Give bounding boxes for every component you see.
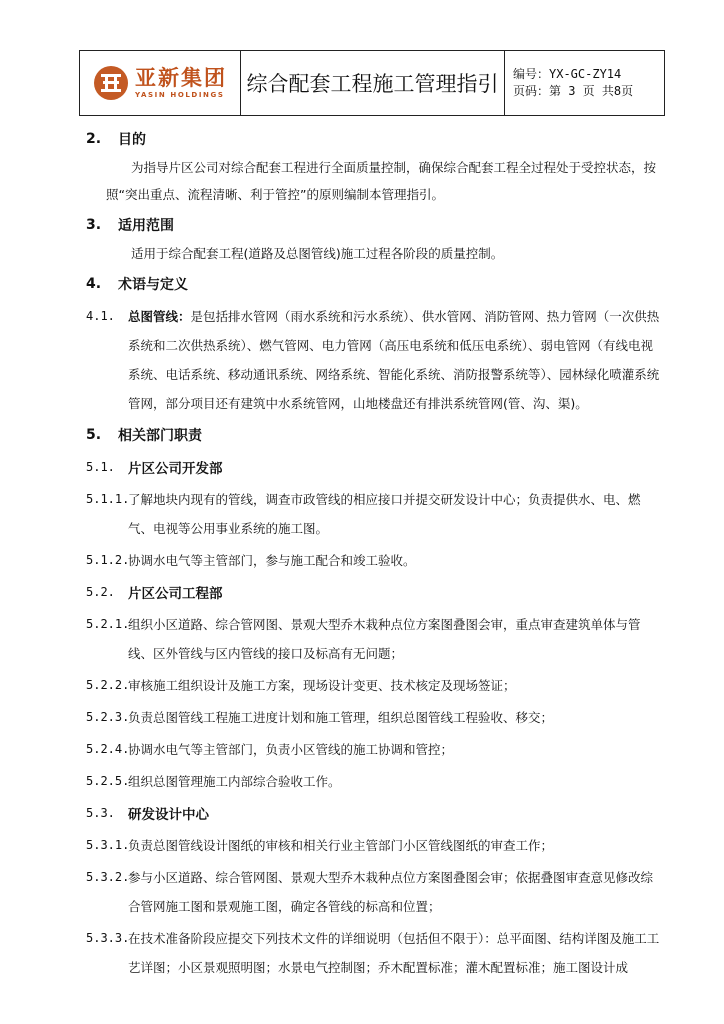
- title-cell: [241, 51, 505, 115]
- document-title: 综合配套工程施工管理指引: [246, 72, 499, 96]
- list-item: 5.3.3. 在技术准备阶段应提交下列技术文件的详细说明（包括但不限于）：总平面图、结构详图及施工工艺详图；小区景观照明图；水景电气控制图；乔木配置标准；灌木配置标准；施工图设计成: [86, 931, 660, 975]
- subsection-5-2-heading: 5.2. 片区公司工程部: [86, 585, 223, 602]
- logo-english-name: YASIN HOLDINGS: [135, 91, 225, 99]
- list-item: 5.3.2. 参与小区道路、综合管网图、景观大型乔木栽种点位方案图叠图会审；依据叠图审查意见修改综合管网施工图和景观施工图，确定各管线的标高和位置；: [86, 870, 654, 914]
- list-item: 5.2.3. 负责总图管线工程施工进度计划和施工管理，组织总图管线工程验收、移交；: [86, 710, 554, 725]
- section-5-heading: 5. 相关部门职责: [86, 427, 202, 444]
- section-3-heading: 3. 适用范围: [86, 217, 174, 234]
- logo-chinese-name: 亚新集团: [135, 66, 227, 90]
- list-item: 5.1.2. 协调水电气等主管部门，参与施工配合和竣工验收。: [86, 553, 416, 568]
- document-header: [79, 50, 665, 116]
- list-item: 5.3.1. 负责总图管线设计图纸的审核和相关行业主管部门小区管线图纸的审查工作；: [86, 838, 554, 853]
- page-number: 页码：第 3 页 共8页: [513, 84, 634, 98]
- subsection-5-3-heading: 5.3. 研发设计中心: [86, 806, 209, 823]
- subsection-5-1-heading: 5.1. 片区公司开发部: [86, 460, 223, 477]
- code-cell: [505, 51, 664, 115]
- section-2-heading: 2. 目的: [86, 131, 146, 148]
- section-2-text: 为指导片区公司对综合配套工程进行全面质量控制，确保综合配套工程全过程处于受控状态，按照“突出重点、流程清晰、利于管控”的原则编制本管理指引。: [106, 160, 657, 202]
- document-code: 编号：YX-GC-ZY14: [513, 67, 622, 81]
- document-body: [86, 122, 660, 982]
- yasin-logo-icon: [94, 66, 128, 100]
- definition-term: 总图管线：: [128, 309, 191, 324]
- list-item: 5.2.1. 组织小区道路、综合管网图、景观大型乔木栽种点位方案图叠图会审，重点审查建筑单体与管线、区外管线与区内管线的接口及标高有无问题；: [86, 617, 641, 661]
- list-item: 5.2.2. 审核施工组织设计及施工方案，现场设计变更、技术核定及现场签证；: [86, 678, 516, 693]
- section-4-heading: 4. 术语与定义: [86, 276, 188, 293]
- list-item: 5.1.1. 了解地块内现有的管线，调查市政管线的相应接口并提交研发设计中心；负责提供水、电、燃气、电视等公用事业系统的施工图。: [86, 492, 641, 536]
- definition-item: 4.1. 总图管线：是包括排水管网（雨水系统和污水系统）、供水管网、消防管网、热力管网（一次供热系统和二次供热系统）、燃气管网、电力管网（高压电系统和低压电系统）、弱电管网（有线电视系统、电话系统、移动通讯系统、网络系统、智能化系统、消防报警系统等）、园林绿化喷灌系统管网，部分项目还有建筑中水系统管网，山地楼盘还有排洪系统管网(管、沟、渠)。: [86, 309, 660, 411]
- list-item: 5.2.5. 组织总图管理施工内部综合验收工作。: [86, 774, 341, 789]
- definition-text: 是包括排水管网（雨水系统和污水系统）、供水管网、消防管网、热力管网（一次供热系统和二次供热系统）、燃气管网、电力管网（高压电系统和低压电系统）、弱电管网（有线电视系统、电话系统、移动通讯系统、网络系统、智能化系统、消防报警系统等）、园林绿化喷灌系统管网，部分项目还有建筑中水系统管网，山地楼盘还有排洪系统管网(管、沟、渠)。: [128, 309, 660, 411]
- list-item: 5.2.4. 协调水电气等主管部门，负责小区管线的施工协调和管控；: [86, 742, 454, 757]
- section-3-text: 适用于综合配套工程(道路及总图管线)施工过程各阶段的质量控制。: [131, 246, 504, 261]
- logo-cell: [80, 51, 241, 115]
